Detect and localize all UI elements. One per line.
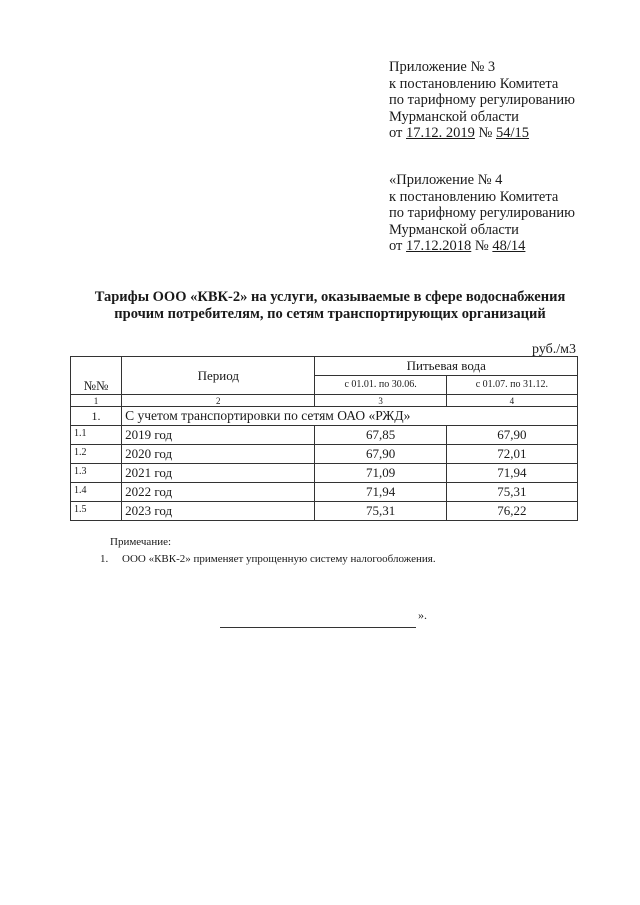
- footnote-item: [100, 551, 436, 567]
- header-period: Период: [122, 357, 315, 395]
- row-period: 2020 год: [122, 445, 315, 464]
- appendix-number: 48/14: [492, 238, 526, 254]
- row-value-half1: 71,94: [315, 483, 446, 502]
- number-prefix: №: [471, 238, 493, 254]
- footnote: [100, 534, 436, 567]
- table-row: [71, 502, 578, 521]
- appendix-line: Мурманской области: [389, 108, 519, 125]
- header-num: №№: [71, 357, 122, 395]
- table-row: [71, 464, 578, 483]
- row-value-half2: 76,22: [446, 502, 577, 521]
- row-period: 2023 год: [122, 502, 315, 521]
- row-num: 1.2: [71, 445, 122, 464]
- header-water: Питьевая вода: [315, 357, 578, 376]
- section-num: 1.: [71, 407, 122, 426]
- column-number: 2: [122, 395, 315, 407]
- appendix-title: «Приложение № 4: [389, 172, 503, 188]
- table-row: [71, 483, 578, 502]
- row-period: 2022 год: [122, 483, 315, 502]
- unit-label: руб./м3: [532, 342, 577, 357]
- row-value-half1: 67,90: [315, 445, 446, 464]
- row-num: 1.5: [71, 502, 122, 521]
- row-value-half2: 75,31: [446, 483, 577, 502]
- row-num: 1.4: [71, 483, 122, 502]
- header-half2: с 01.07. по 31.12.: [446, 376, 577, 395]
- column-number-row: [71, 395, 578, 407]
- date-prefix: от: [389, 125, 407, 141]
- appendix-current-header: [389, 59, 575, 142]
- appendix-date: 17.12.2018: [406, 238, 472, 254]
- tariff-table: [70, 356, 578, 521]
- appendix-previous-header: [389, 172, 575, 255]
- table-header-row: [71, 357, 578, 376]
- appendix-number: 54/15: [496, 125, 530, 141]
- table-row: [71, 426, 578, 445]
- appendix-line: Мурманской области: [389, 221, 519, 238]
- document-title: [60, 289, 600, 323]
- row-value-half2: 72,01: [446, 445, 577, 464]
- number-prefix: №: [474, 125, 496, 141]
- row-value-half2: 71,94: [446, 464, 577, 483]
- footnote-item-text: ООО «КВК-2» применяет упрощенную систему налогообложения.: [122, 553, 436, 565]
- appendix-line: к постановлению Комитета: [389, 188, 559, 205]
- closing-quote: ».: [418, 608, 427, 622]
- row-value-half2: 67,90: [446, 426, 577, 445]
- appendix-line: по тарифному регулированию: [389, 205, 575, 221]
- row-period: 2019 год: [122, 426, 315, 445]
- row-value-half1: 75,31: [315, 502, 446, 521]
- title-line-1: Тарифы ООО «КВК-2» на услуги, оказываемые в сфере водоснабжения: [94, 289, 566, 305]
- appendix-date: 17.12. 2019: [406, 125, 475, 141]
- appendix-date-line: [389, 238, 575, 255]
- appendix-line: к постановлению Комитета: [389, 75, 559, 92]
- appendix-line: по тарифному регулированию: [389, 92, 575, 108]
- section-label: С учетом транспортировки по сетям ОАО «РЖД»: [122, 407, 578, 426]
- appendix-date-line: [389, 125, 575, 142]
- footnote-item-num: 1.: [100, 553, 109, 565]
- signature-line: [220, 615, 416, 628]
- table-row: [71, 445, 578, 464]
- row-period: 2021 год: [122, 464, 315, 483]
- header-half1: с 01.01. по 30.06.: [315, 376, 446, 395]
- row-num: 1.3: [71, 464, 122, 483]
- date-prefix: от: [389, 238, 407, 254]
- appendix-title: Приложение № 3: [389, 59, 496, 75]
- row-num: 1.1: [71, 426, 122, 445]
- column-number: 4: [446, 395, 577, 407]
- column-number: 3: [315, 395, 446, 407]
- row-value-half1: 71,09: [315, 464, 446, 483]
- footnote-heading: Примечание:: [110, 536, 172, 548]
- column-number: 1: [71, 395, 122, 407]
- section-row: [71, 407, 578, 426]
- title-line-2: прочим потребителям, по сетям транспортирующих организаций: [114, 306, 546, 322]
- row-value-half1: 67,85: [315, 426, 446, 445]
